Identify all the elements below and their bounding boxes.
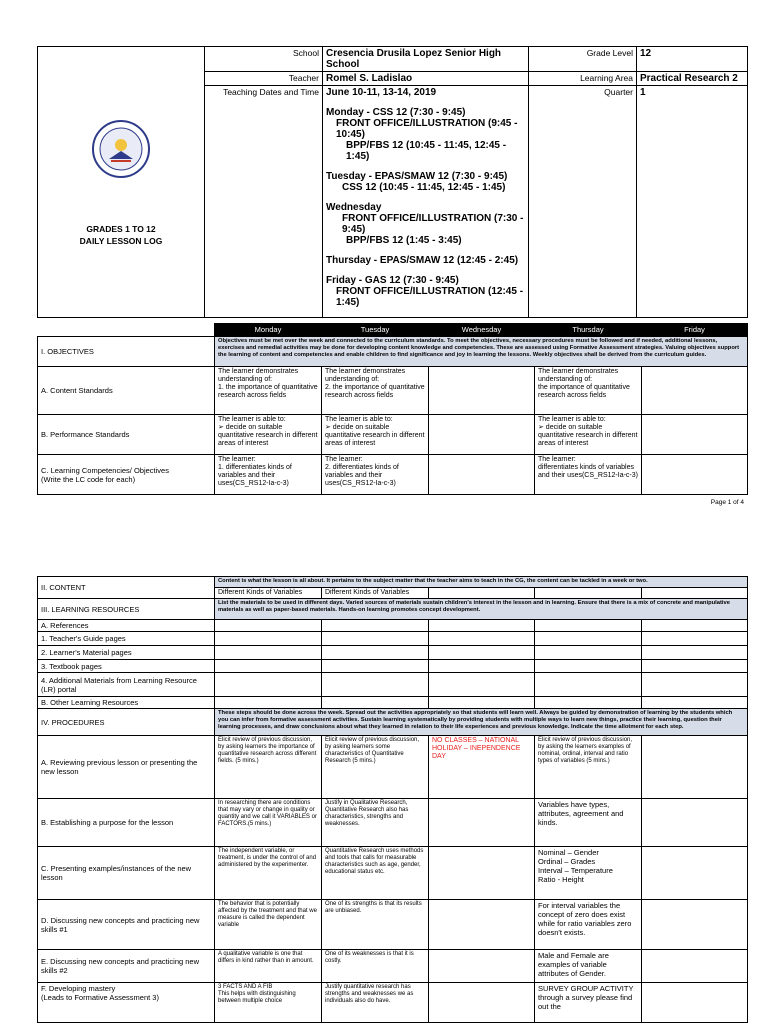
- content-wednesday: [429, 588, 535, 599]
- content-description: Content is what the lesson is all about. It pertains to the subject matter that the teacher aims to teach in the CG, the content can be tackled in a week or two.: [215, 577, 748, 588]
- page-number: Page 1 of 4: [710, 499, 744, 506]
- resources-description: List the materials to be used in different days. Varied sources of materials sustain children's interest in the lesson and in learning. Ensure that there is a mix of concrete and manipulative materials as well as paper-based materials. Hands-on learning promotes concept development.: [215, 599, 748, 620]
- schedule-line: CSS 12 (10:45 - 11:45, 12:45 - 1:45): [342, 182, 506, 193]
- procedure-friday: [642, 847, 748, 900]
- procedure-friday: [642, 900, 748, 950]
- learning-competencies-friday: [642, 455, 748, 495]
- procedure-wednesday: [429, 900, 535, 950]
- procedure-label: B. Establishing a purpose for the lesson: [38, 799, 215, 847]
- procedure-monday: 3 FACTS AND A FIB This helps with distinguishing between multiple choice: [215, 983, 322, 1023]
- schedule-line: BPP/FBS 12 (1:45 - 3:45): [346, 235, 462, 246]
- dates-schedule-cell: [323, 86, 529, 318]
- procedure-thursday: Variables have types, attributes, agreement and kinds.: [535, 799, 642, 847]
- procedure-wednesday: [429, 847, 535, 900]
- performance-standards-monday: The learner is able to: ➢ decide on suitable quantitative research in different areas of interest: [215, 415, 322, 455]
- content-thursday: [535, 588, 642, 599]
- procedure-thursday: Nominal – Gender Ordinal – Grades Interval – Temperature Ratio - Height: [535, 847, 642, 900]
- learning-competencies-label: C. Learning Competencies/ Objectives (Write the LC code for each): [38, 455, 215, 495]
- procedure-monday: In researching there are conditions that may vary or change in quality or quantity and we call it VARIABLES or FACTORS.(5 mins.): [215, 799, 322, 847]
- performance-standards-wednesday: [429, 415, 535, 455]
- objectives-description: Objectives must be met over the week and connected to the curriculum standards. To meet the objectives, necessary procedures must be followed and if needed, additional lessons, exercises and remedial activities may be done for developing content knowledge and competencies. These are assessed using Formative Assessment strategies. Valuing objectives support the learning of content and competencies and enable children to find significance and joy in learning the lessons. Weekly objectives shall be derived from the curriculum guides.: [215, 337, 748, 367]
- textbook-pages-label: 3. Textbook pages: [38, 660, 215, 673]
- procedure-monday: A qualitative variable is one that differs in kind rather than in amount.: [215, 950, 322, 983]
- day-header-friday: Friday: [642, 324, 748, 337]
- procedure-wednesday: [429, 799, 535, 847]
- learning-competencies-thursday: The learner: differentiates kinds of variables and their uses(CS_RS12-Ia-c-3): [535, 455, 642, 495]
- holiday-notice: NO CLASSES – NATIONAL HOLIDAY – INEPENDENCE DAY: [429, 736, 535, 799]
- procedure-monday: The behavior that is potentially affected by the treatment and that we measure is called the dependent variable: [215, 900, 322, 950]
- procedure-wednesday: [429, 983, 535, 1023]
- content-standards-wednesday: [429, 367, 535, 415]
- content-tuesday: Different Kinds of Variables: [322, 588, 429, 599]
- content-monday: Different Kinds of Variables: [215, 588, 322, 599]
- procedure-tuesday: Elicit review of previous discussion, by asking learners some characteristics of Quantitative Research (5 mins.): [322, 736, 429, 799]
- learning-competencies-wednesday: [429, 455, 535, 495]
- content-standards-friday: [642, 367, 748, 415]
- procedure-tuesday: Quantitative Research uses methods and tools that calls for measurable characteristics such as age, gender, educational status etc.: [322, 847, 429, 900]
- schedule-line: Tuesday - EPAS/SMAW 12 (7:30 - 9:45): [326, 171, 508, 182]
- grade-value: 12: [637, 47, 748, 72]
- schedule-line: FRONT OFFICE/ILLUSTRATION (12:45 - 1:45): [336, 286, 524, 308]
- procedure-friday: [642, 736, 748, 799]
- schedule-line: BPP/FBS 12 (10:45 - 11:45, 12:45 - 1:45): [346, 140, 507, 162]
- schedule-line: Monday - CSS 12 (7:30 - 9:45): [326, 107, 466, 118]
- grade-label: Grade Level: [529, 47, 637, 72]
- content-friday: [642, 588, 748, 599]
- learners-material-label: 2. Learner's Material pages: [38, 646, 215, 660]
- procedure-friday: [642, 950, 748, 983]
- school-value: Cresencia Drusila Lopez Senior High School: [323, 47, 529, 72]
- day-header-tuesday: Tuesday: [322, 324, 429, 337]
- header-table: [37, 46, 748, 318]
- teacher-label: Teacher: [205, 72, 323, 86]
- content-standards-tuesday: The learner demonstrates understanding of: 2. the importance of quantitative research across fields: [322, 367, 429, 415]
- deped-seal-icon: [41, 119, 201, 179]
- procedure-tuesday: One of its strengths is that its results are unbiased.: [322, 900, 429, 950]
- performance-standards-friday: [642, 415, 748, 455]
- teaching-dates: June 10-11, 13-14, 2019: [326, 87, 437, 98]
- procedure-label: E. Discussing new concepts and practicing new skills #2: [38, 950, 215, 983]
- content-standards-monday: The learner demonstrates understanding of: 1. the importance of quantitative research across fields: [215, 367, 322, 415]
- area-value: Practical Research 2: [637, 72, 748, 86]
- performance-standards-tuesday: The learner is able to: ➢ decide on suitable quantitative research in different areas of interest: [322, 415, 429, 455]
- procedure-friday: [642, 983, 748, 1023]
- quarter-label: Quarter: [529, 86, 637, 318]
- content-standards-thursday: The learner demonstrates understanding of: the importance of quantitative research across fields: [535, 367, 642, 415]
- schedule-line: Wednesday: [326, 202, 382, 213]
- procedure-tuesday: One of its weaknesses is that it is costly.: [322, 950, 429, 983]
- procedure-monday: Elicit review of previous discussion, by asking learners the importance of quantitative research across different fields. (5 mins.): [215, 736, 322, 799]
- procedure-label: A. Reviewing previous lesson or presenting the new lesson: [38, 736, 215, 799]
- procedure-thursday: Male and Female are examples of variable attributes of Gender.: [535, 950, 642, 983]
- schedule-line: Friday - GAS 12 (7:30 - 9:45): [326, 275, 459, 286]
- procedure-tuesday: Justify in Qualitative Research, Quantitative Research also has characteristics, strengths and weaknesses.: [322, 799, 429, 847]
- procedure-friday: [642, 799, 748, 847]
- other-resources-label: B. Other Learning Resources: [38, 697, 215, 709]
- procedure-monday: The independent variable, or treatment, is under the control of and administered by the experimenter.: [215, 847, 322, 900]
- performance-standards-thursday: The learner is able to: ➢ decide on suitable quantitative research in different areas of interest: [535, 415, 642, 455]
- school-label: School: [205, 47, 323, 72]
- page-title: GRADES 1 TO 12 DAILY LESSON LOG: [79, 224, 163, 246]
- procedure-wednesday: [429, 950, 535, 983]
- procedure-thursday: For interval variables the concept of zero does exist while for ratio variables zero doesn't exists.: [535, 900, 642, 950]
- objectives-table: [37, 323, 748, 495]
- references-label: A. References: [38, 620, 215, 632]
- content-standards-label: A. Content Standards: [38, 367, 215, 415]
- procedure-label: D. Discussing new concepts and practicing new skills #1: [38, 900, 215, 950]
- procedures-label: IV. PROCEDURES: [38, 709, 215, 736]
- objectives-label: I. OBJECTIVES: [38, 337, 215, 367]
- procedures-table: [37, 576, 748, 1023]
- lr-portal-label: 4. Additional Materials from Learning Resource (LR) portal: [38, 673, 215, 697]
- procedure-tuesday: Justify quantitative research has strengths and weaknesses we as individuals also do have.: [322, 983, 429, 1023]
- area-label: Learning Area: [529, 72, 637, 86]
- performance-standards-label: B. Performance Standards: [38, 415, 215, 455]
- day-header-wednesday: Wednesday: [429, 324, 535, 337]
- day-header-monday: Monday: [215, 324, 322, 337]
- procedure-thursday: SURVEY GROUP ACTIVITY through a survey please find out the: [535, 983, 642, 1023]
- content-label: II. CONTENT: [38, 577, 215, 599]
- learning-competencies-tuesday: The learner: 2. differentiates kinds of variables and their uses(CS_RS12-Ia-c-3): [322, 455, 429, 495]
- teacher-value: Romel S. Ladislao: [323, 72, 529, 86]
- procedure-label: F. Developing mastery (Leads to Formative Assessment 3): [38, 983, 215, 1023]
- procedure-label: C. Presenting examples/instances of the new lesson: [38, 847, 215, 900]
- day-header-thursday: Thursday: [535, 324, 642, 337]
- schedule-line: Thursday - EPAS/SMAW 12 (12:45 - 2:45): [326, 255, 519, 266]
- resources-label: III. LEARNING RESOURCES: [38, 599, 215, 620]
- learning-competencies-monday: The learner: 1. differentiates kinds of variables and their uses(CS_RS12-Ia-c-3): [215, 455, 322, 495]
- procedures-description: These steps should be done across the week. Spread out the activities appropriately so that students will learn well. Always be guided by demonstration of learning by the students which you can infer from formative assessment activities. Sustain learning systematically by providing students with multiple ways to learn new things, practice their learning, question their learning processes, and draw conclusions about what they learned in relation to their life experiences and previous knowledge. Indicate the time allotment for each step.: [215, 709, 748, 736]
- dates-label: Teaching Dates and Time: [205, 86, 323, 318]
- header-left-cell: [38, 47, 205, 318]
- procedure-thursday: Elicit review of previous discussion, by asking the learners examples of nominal, ordinal, interval and ratio types of variables (5 mins.): [535, 736, 642, 799]
- schedule-line: FRONT OFFICE/ILLUSTRATION (9:45 - 10:45): [336, 118, 518, 140]
- quarter-value: 1: [637, 86, 748, 318]
- teachers-guide-label: 1. Teacher's Guide pages: [38, 632, 215, 646]
- schedule-line: FRONT OFFICE/ILLUSTRATION (7:30 - 9:45): [342, 213, 524, 235]
